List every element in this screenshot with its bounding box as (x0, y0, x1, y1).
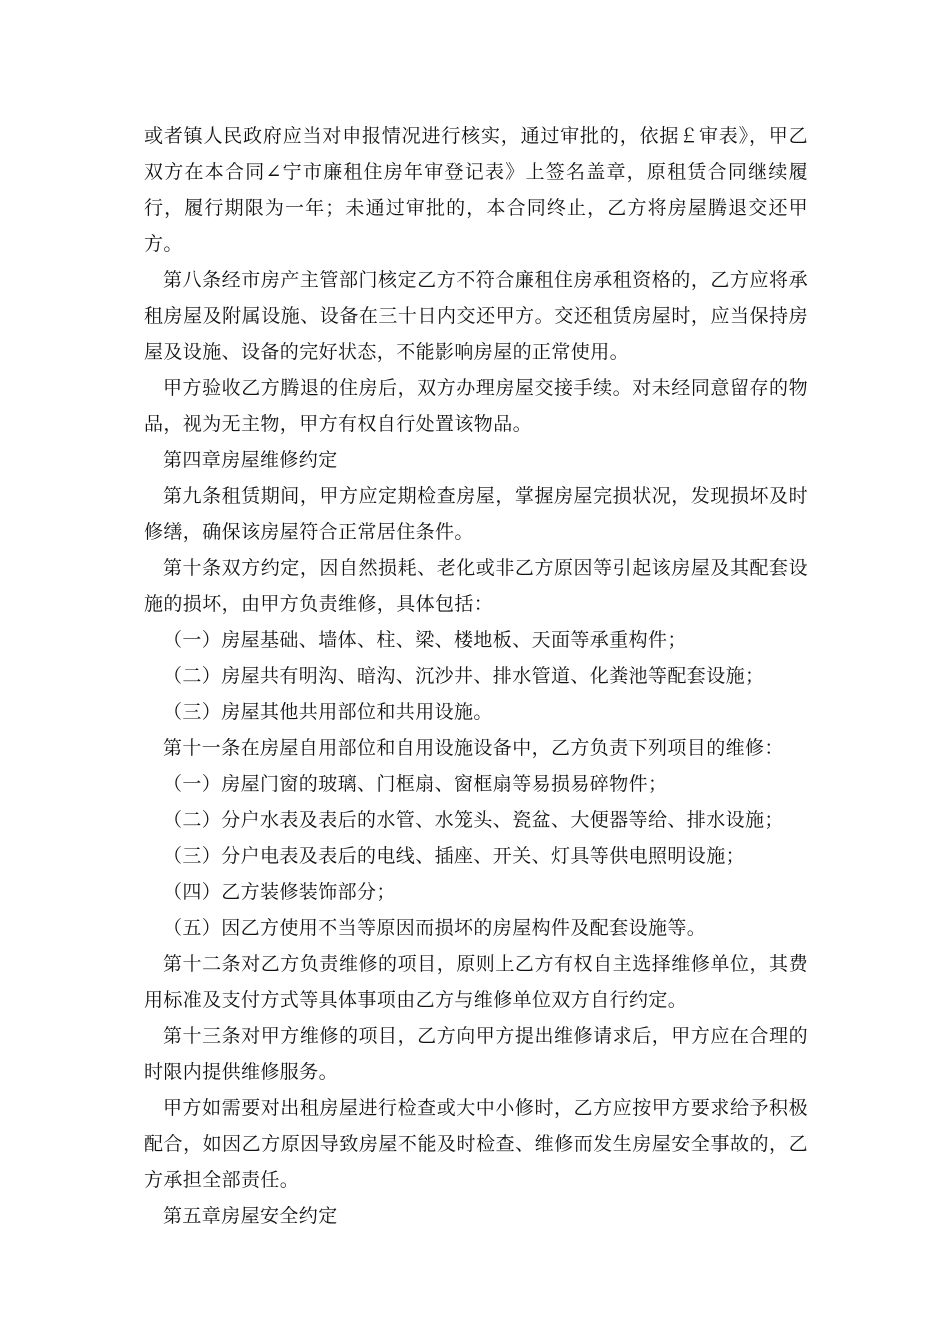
paragraph-article-12: 第十二条对乙方负责维修的项目，原则上乙方有权自主选择维修单位，其费用标准及支付方式等具体事项由乙方与维修单位双方自行约定。 (144, 953, 808, 1011)
list-item-11-5: （五）因乙方使用不当等原因而损坏的房屋构件及配套设施等。 (163, 917, 707, 939)
paragraph-article-9: 第九条租赁期间，甲方应定期检查房屋，掌握房屋完损状况，发现损坏及时修缮，确保该房屋符合正常居住条件。 (144, 485, 808, 543)
list-item-11-2: （二）分户水表及表后的水管、水笼头、瓷盆、大便器等给、排水设施； (163, 809, 784, 831)
list-item-10-1: （一）房屋基础、墙体、柱、梁、楼地板、天面等承重构件； (163, 629, 687, 651)
paragraph-article-10: 第十条双方约定，因自然损耗、老化或非乙方原因等引起该房屋及其配套设施的损坏，由甲方负责维修，具体包括： (144, 557, 808, 615)
paragraph-1: 或者镇人民政府应当对申报情况进行核实，通过审批的，依据￡审表》，甲乙双方在本合同∠宁市廉租住房年审登记表》上签名盖章，原租赁合同继续履行，履行期限为一年；未通过审批的，本合同终止，乙方将房屋腾退交还甲方。 (144, 125, 808, 255)
list-item-11-1: （一）房屋门窗的玻璃、门框扇、窗框扇等易损易碎物件； (163, 773, 668, 795)
document-body (144, 118, 808, 1234)
list-item-10-3: （三）房屋其他共用部位和共用设施。 (163, 701, 493, 723)
paragraph-article-13: 第十三条对甲方维修的项目，乙方向甲方提出维修请求后，甲方应在合理的时限内提供维修服务。 (144, 1025, 808, 1083)
list-item-11-3: （三）分户电表及表后的电线、插座、开关、灯具等供电照明设施； (163, 845, 746, 867)
list-item-11-4: （四）乙方装修装饰部分； (163, 881, 396, 903)
list-item-10-2: （二）房屋共有明沟、暗沟、沉沙井、排水管道、化粪池等配套设施； (163, 665, 765, 687)
chapter-5-heading: 第五章房屋安全约定 (163, 1205, 338, 1227)
paragraph-article-8: 第八条经市房产主管部门核定乙方不符合廉租住房承租资格的，乙方应将承租房屋及附属设施、设备在三十日内交还甲方。交还租赁房屋时，应当保持房屋及设施、设备的完好状态，不能影响房屋的正常使用。 (144, 269, 808, 363)
paragraph-handover: 甲方验收乙方腾退的住房后，双方办理房屋交接手续。对未经同意留存的物品，视为无主物，甲方有权自行处置该物品。 (144, 377, 808, 435)
chapter-4-heading: 第四章房屋维修约定 (163, 449, 338, 471)
paragraph-inspection: 甲方如需要对出租房屋进行检查或大中小修时，乙方应按甲方要求给予积极配合，如因乙方原因导致房屋不能及时检查、维修而发生房屋安全事故的，乙方承担全部责任。 (144, 1097, 808, 1191)
paragraph-article-11: 第十一条在房屋自用部位和自用设施设备中，乙方负责下列项目的维修： (163, 737, 784, 759)
